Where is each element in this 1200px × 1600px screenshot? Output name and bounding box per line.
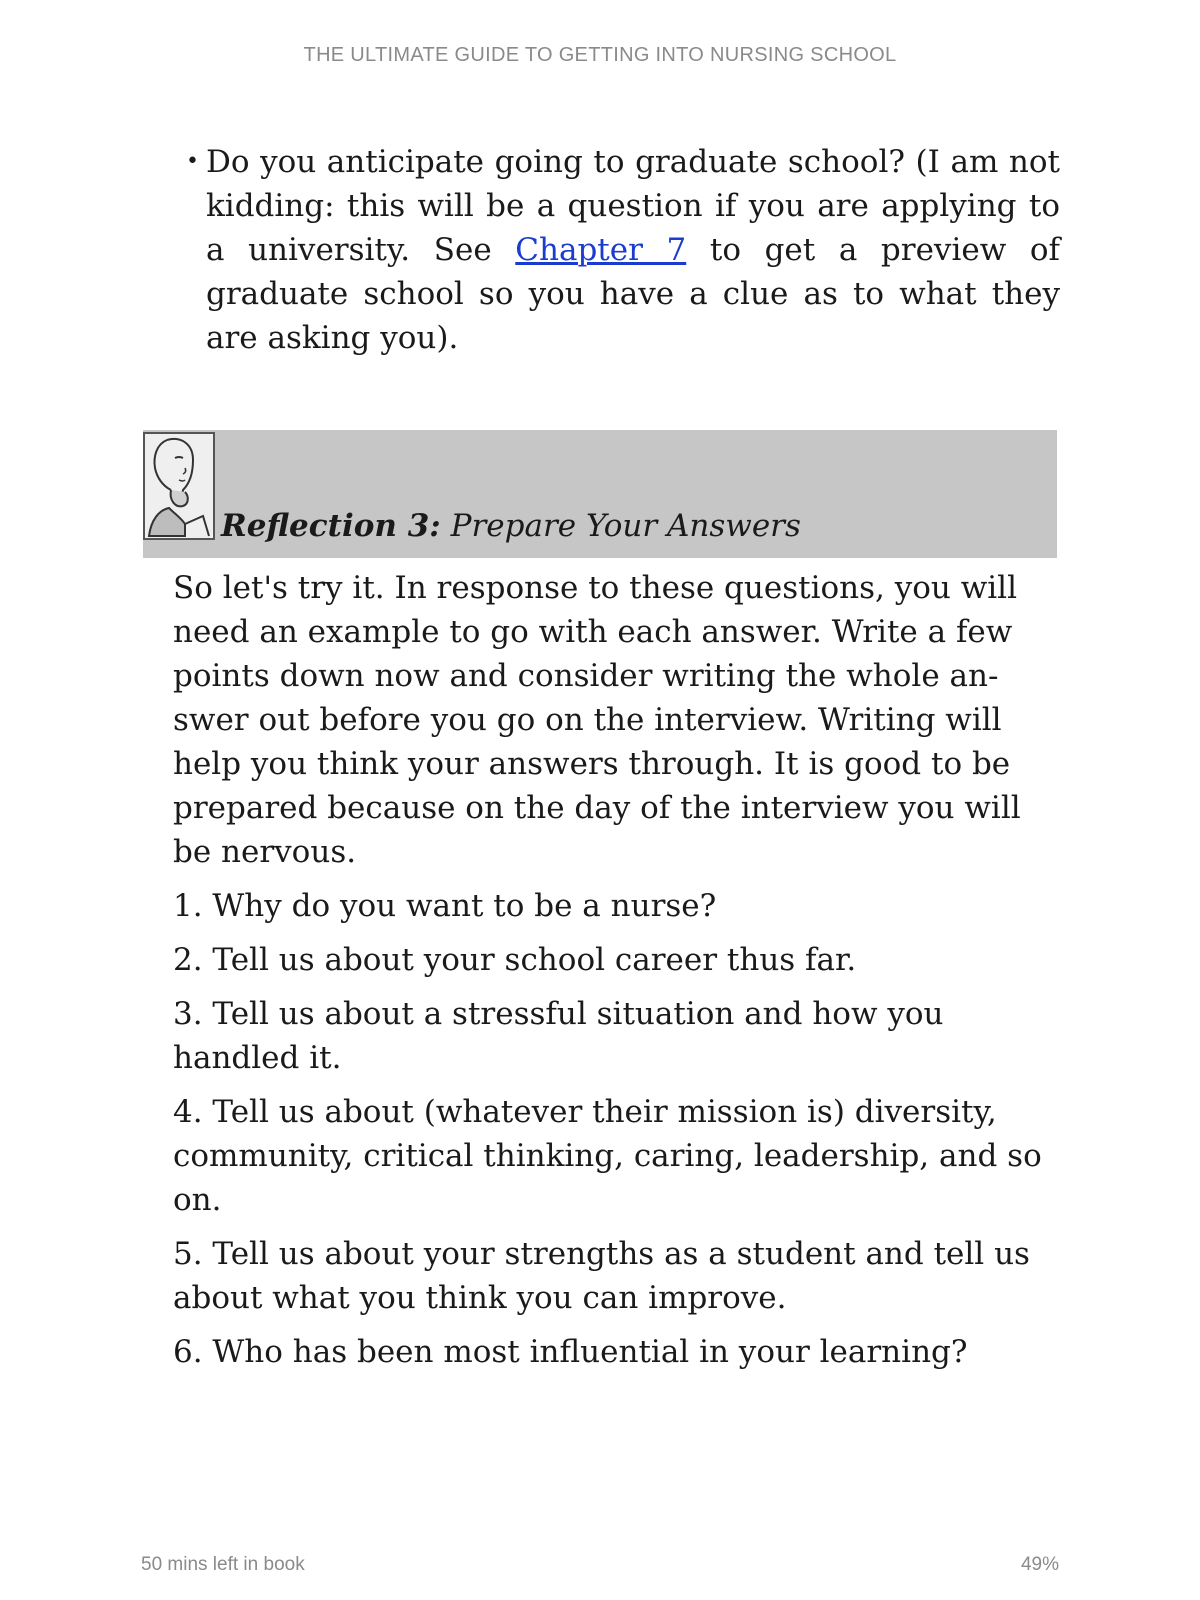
reflection-body bbox=[173, 566, 1063, 1384]
bullet-text-before-link: Do you anticipate going to graduate school? (I am not kidding: this will be a question if you are applying to a university. See bbox=[206, 144, 1060, 268]
reflection-box bbox=[143, 430, 1057, 558]
bullet-text-after-link: to get a preview of graduate school so you have a clue as to what they are asking you). bbox=[206, 232, 1060, 356]
question-item: 6. Who has been most influential in your learning? bbox=[173, 1334, 968, 1370]
chapter-7-link[interactable]: Chapter 7 bbox=[515, 232, 687, 268]
running-header: THE ULTIMATE GUIDE TO GETTING INTO NURSING SCHOOL bbox=[303, 44, 897, 66]
question-item: 4. Tell us about (whatever their mission is) diversity, community, critical thinking, caring, leadership, and so on. bbox=[173, 1094, 1042, 1218]
question-item: 5. Tell us about your strengths as a student and tell us about what you think you can improve. bbox=[173, 1236, 1030, 1316]
reflection-label: Reflection 3: bbox=[221, 508, 441, 544]
time-left-indicator: 50 mins left in book bbox=[141, 1554, 305, 1575]
question-item: 3. Tell us about a stressful situation and how you handled it. bbox=[173, 996, 944, 1076]
bullet-item bbox=[186, 140, 1060, 360]
thinking-person-icon bbox=[143, 432, 215, 540]
bullet-text bbox=[206, 140, 1060, 360]
reflection-intro: So let's try it. In response to these questions, you will need an example to go with each answer. Write a few points down now and consider writing the whole an-swer out before you go on the interview. Writing will help you think your answers through. It is good to be prepared because on the day of the interview you will be nervous. bbox=[173, 570, 1021, 870]
bullet-dot: • bbox=[186, 149, 199, 174]
question-item: 2. Tell us about your school career thus far. bbox=[173, 942, 857, 978]
question-item: 1. Why do you want to be a nurse? bbox=[173, 888, 717, 924]
reflection-heading bbox=[221, 508, 801, 544]
question-list bbox=[173, 884, 1063, 1374]
progress-percent: 49% bbox=[1020, 1554, 1059, 1575]
reflection-title: Prepare Your Answers bbox=[440, 508, 801, 544]
